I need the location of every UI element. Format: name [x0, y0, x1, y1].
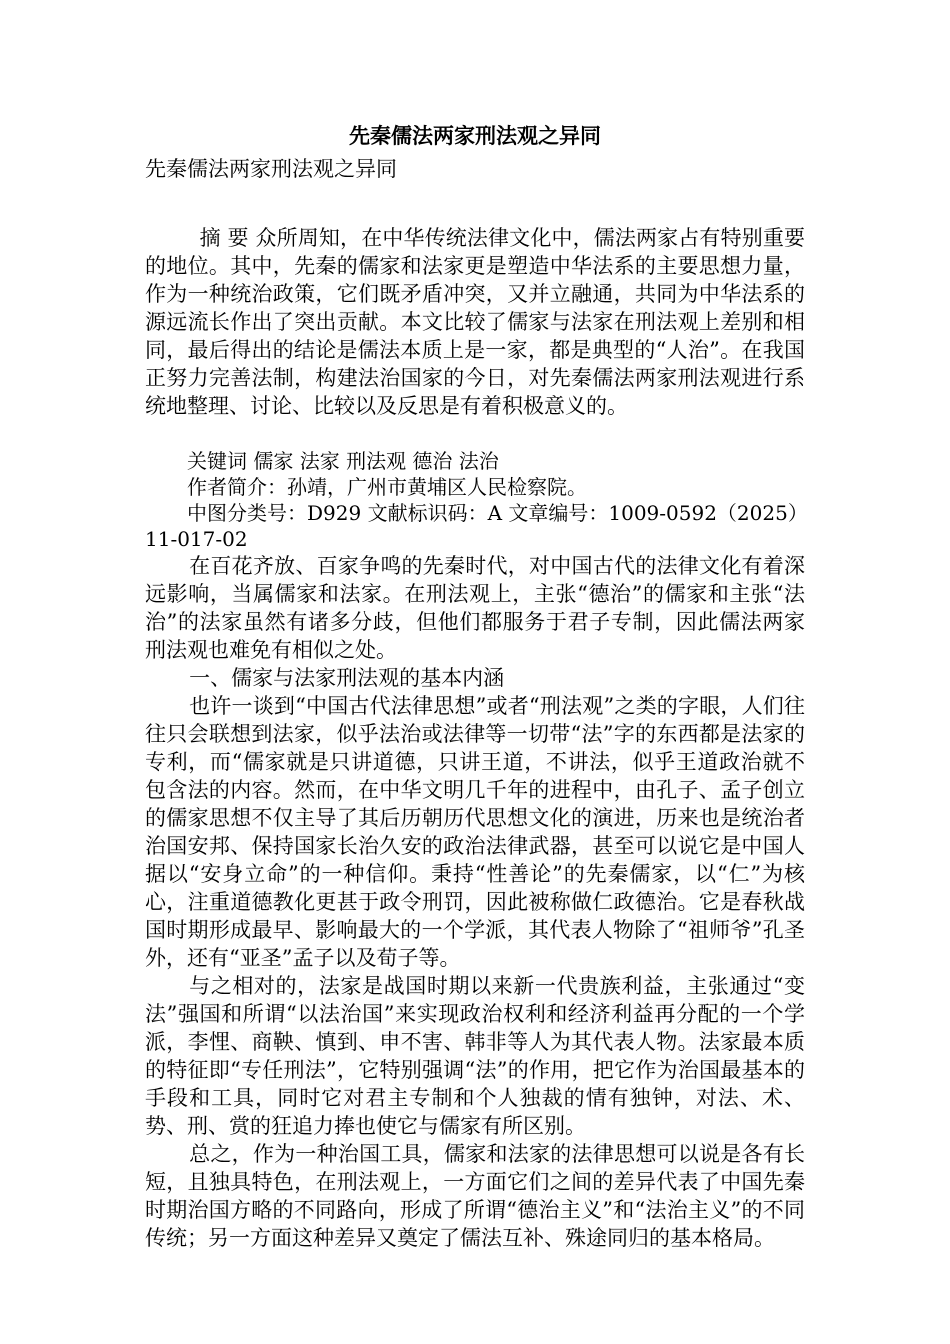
article-metadata — [145, 448, 805, 552]
keywords-line: 关键词 儒家 法家 刑法观 德治 法治 — [187, 449, 499, 473]
classification-line: 中图分类号：D929 文献标识码：A 文章编号：1009-0592（2025）11-017-02 — [145, 501, 798, 551]
intro-paragraph: 在百花齐放、百家争鸣的先秦时代，对中国古代的法律文化有着深远影响，当属儒家和法家。在刑法观上，主张“德治”的儒家和主张“法治”的法家虽然有诸多分歧，但他们都服务于君子专制，因此儒法两家刑法观也难免有相似之处。 — [145, 554, 805, 662]
section-heading: 一、儒家与法家刑法观的基本内涵 — [189, 666, 505, 690]
document-subtitle: 先秦儒法两家刑法观之异同 — [145, 157, 397, 181]
body-paragraph: 也许一谈到“中国古代法律思想”或者“刑法观”之类的字眼，人们往往只会联想到法家，似乎法治或法律等一切带“法”字的东西都是法家的专利，而“儒家就是只讲道德，只讲王道，不讲法，似乎王道政治就不包含法的内容。然而，在中华文明几千年的进程中，由孔子、孟子创立的儒家思想不仅主导了其后历朝历代思想文化的演进，历来也是统治者治国安邦、保持国家长治久安的政治法律武器，甚至可以说它是中国人据以“安身立命”的一种信仰。秉持“性善论”的先秦儒家，以“仁”为核心，注重道德教化更甚于政令刑罚，因此被称做仁政德治。它是春秋战国时期形成最早、影响最大的一个学派，其代表人物除了“祖师爷”孔圣外，还有“亚圣”孟子以及荀子等。 — [145, 694, 805, 970]
author-line: 作者简介：孙靖，广州市黄埔区人民检察院。 — [187, 475, 587, 499]
document-page — [145, 118, 805, 1252]
body-paragraph: 与之相对的，法家是战国时期以来新一代贵族利益，主张通过“变法”强国和所谓“以法治国”来实现政治权利和经济利益再分配的一个学派，李悝、商鞅、慎到、申不害、韩非等人为其代表人物。法家最本质的特征即“专任刑法”，它特别强调“法”的作用，把它作为治国最基本的手段和工具，同时它对君主专制和个人独裁的情有独钟，对法、术、势、刑、赏的狂追力捧也使它与儒家有所区别。 — [145, 974, 805, 1138]
body-paragraph: 总之，作为一种治国工具，儒家和法家的法律思想可以说是各有长短，且独具特色，在刑法观上，一方面它们之间的差异代表了中国先秦时期治国方略的不同路向，形成了所谓“德治主义”和“法治主义”的不同传统；另一方面这种差异又奠定了儒法互补、殊途同归的基本格局。 — [145, 1142, 805, 1250]
abstract-paragraph: 摘 要 众所周知，在中华传统法律文化中，儒法两家占有特别重要的地位。其中，先秦的儒家和法家更是塑造中华法系的主要思想力量，作为一种统治政策，它们既矛盾冲突，又并立融通，共同为中华法系的源远流长作出了突出贡献。本文比较了儒家与法家在刑法观上差别和相同，最后得出的结论是儒法本质上是一家，都是典型的“人治”。在我国正努力完善法制，构建法治国家的今日，对先秦儒法两家刑法观进行系统地整理、讨论、比较以及反思是有着积极意义的。 — [145, 226, 805, 418]
document-title: 先秦儒法两家刑法观之异同 — [349, 123, 601, 148]
